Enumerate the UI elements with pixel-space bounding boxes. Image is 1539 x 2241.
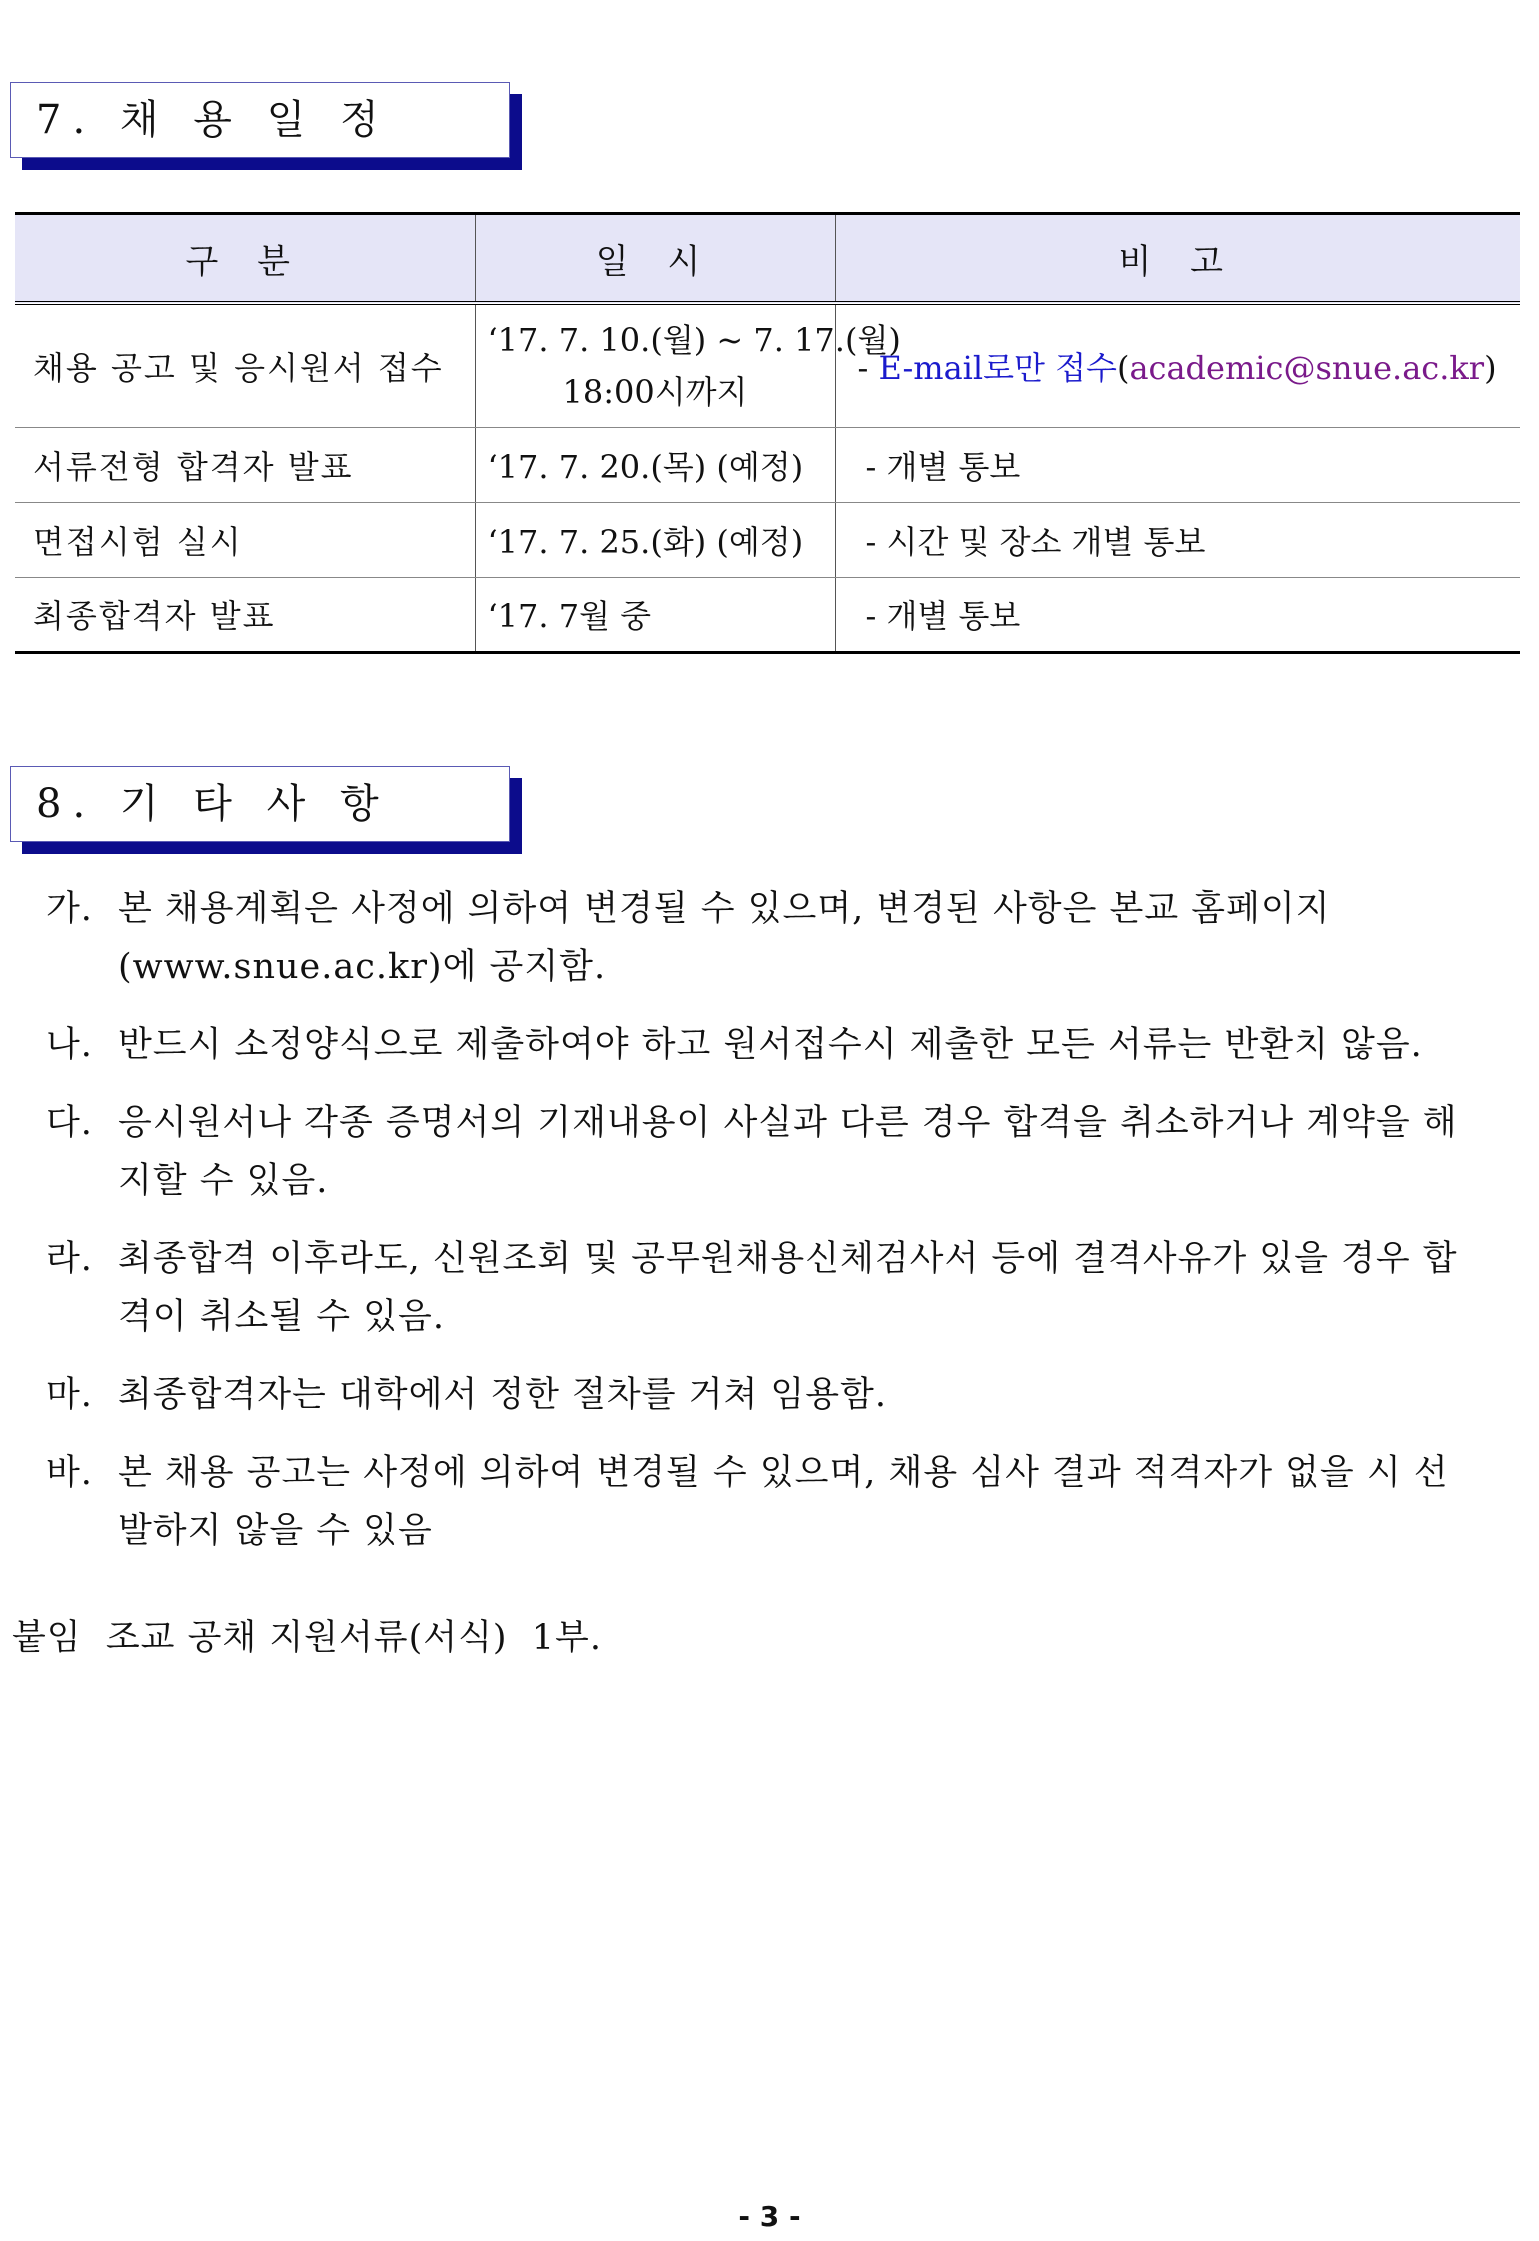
header-date: 일 시 [475, 214, 835, 304]
row-note [835, 303, 1520, 427]
paren-close: ) [1484, 348, 1497, 387]
list-item [46, 1366, 1466, 1424]
attachment-note: 붙임 조교 공채 지원서류(서식) 1부. [12, 1618, 602, 1658]
section-8-title: 8. 기 타 사 항 [36, 781, 390, 827]
table-row [15, 502, 1520, 577]
row-date: ‘17. 7월 중 [475, 577, 835, 652]
item-marker: 마. [46, 1375, 93, 1415]
item-marker: 나. [46, 1025, 93, 1065]
list-item [46, 1016, 1466, 1074]
row-label: 면접시험 실시 [15, 502, 475, 577]
notes-list [46, 880, 1466, 1580]
row-label: 채용 공고 및 응시원서 접수 [15, 303, 475, 427]
list-item [46, 1230, 1466, 1346]
email-address[interactable]: academic@snue.ac.kr [1129, 348, 1485, 387]
table-header-row [15, 214, 1520, 304]
table-row [15, 427, 1520, 502]
table-row [15, 303, 1520, 427]
item-text: 최종합격자는 대학에서 정한 절차를 거쳐 임용함. [118, 1375, 887, 1415]
list-item [46, 880, 1466, 996]
page-number: - 3 - [738, 2200, 801, 2233]
item-marker: 바. [46, 1453, 93, 1493]
section-7-title: 7. 채 용 일 정 [36, 97, 390, 143]
section-8-heading [10, 766, 510, 842]
row-note: - 시간 및 장소 개별 통보 [835, 502, 1520, 577]
note-dash: - [857, 348, 879, 387]
row-note: - 개별 통보 [835, 427, 1520, 502]
item-text: 본 채용계획은 사정에 의하여 변경될 수 있으며, 변경된 사항은 본교 홈페이지 (www.snue.ac.kr)에 공지함. [118, 889, 1331, 987]
item-text: 응시원서나 각종 증명서의 기재내용이 사실과 다른 경우 합격을 취소하거나 계약을 해지할 수 있음. [118, 1103, 1458, 1201]
row-date: ‘17. 7. 25.(화) (예정) [475, 502, 835, 577]
header-category: 구 분 [15, 214, 475, 304]
item-marker: 라. [46, 1239, 93, 1279]
item-text: 반드시 소정양식으로 제출하여야 하고 원서접수시 제출한 모든 서류는 반환치 않음. [118, 1025, 1423, 1065]
list-item [46, 1444, 1466, 1560]
item-text: 본 채용 공고는 사정에 의하여 변경될 수 있으며, 채용 심사 결과 적격자가 없을 시 선발하지 않을 수 있음 [118, 1453, 1449, 1551]
date-line-1: ‘17. 7. 10.(월) ~ 7. 17.(월) [487, 320, 901, 359]
row-label: 최종합격자 발표 [15, 577, 475, 652]
header-note: 비 고 [835, 214, 1520, 304]
item-marker: 다. [46, 1103, 93, 1143]
row-date: ‘17. 7. 20.(목) (예정) [475, 427, 835, 502]
table-row [15, 577, 1520, 652]
schedule-table [15, 212, 1520, 654]
row-label: 서류전형 합격자 발표 [15, 427, 475, 502]
list-item [46, 1094, 1466, 1210]
item-marker: 가. [46, 889, 93, 929]
paren-open: ( [1116, 348, 1130, 387]
row-date [475, 303, 901, 427]
section-7-heading [10, 82, 510, 158]
date-line-2: 18:00시까지 [562, 372, 748, 411]
item-text: 최종합격 이후라도, 신원조회 및 공무원채용신체검사서 등에 결격사유가 있을 경우 합격이 취소될 수 있음. [118, 1239, 1458, 1337]
row-note: - 개별 통보 [835, 577, 1520, 652]
email-only-label: E-mail로만 접수 [878, 348, 1117, 387]
